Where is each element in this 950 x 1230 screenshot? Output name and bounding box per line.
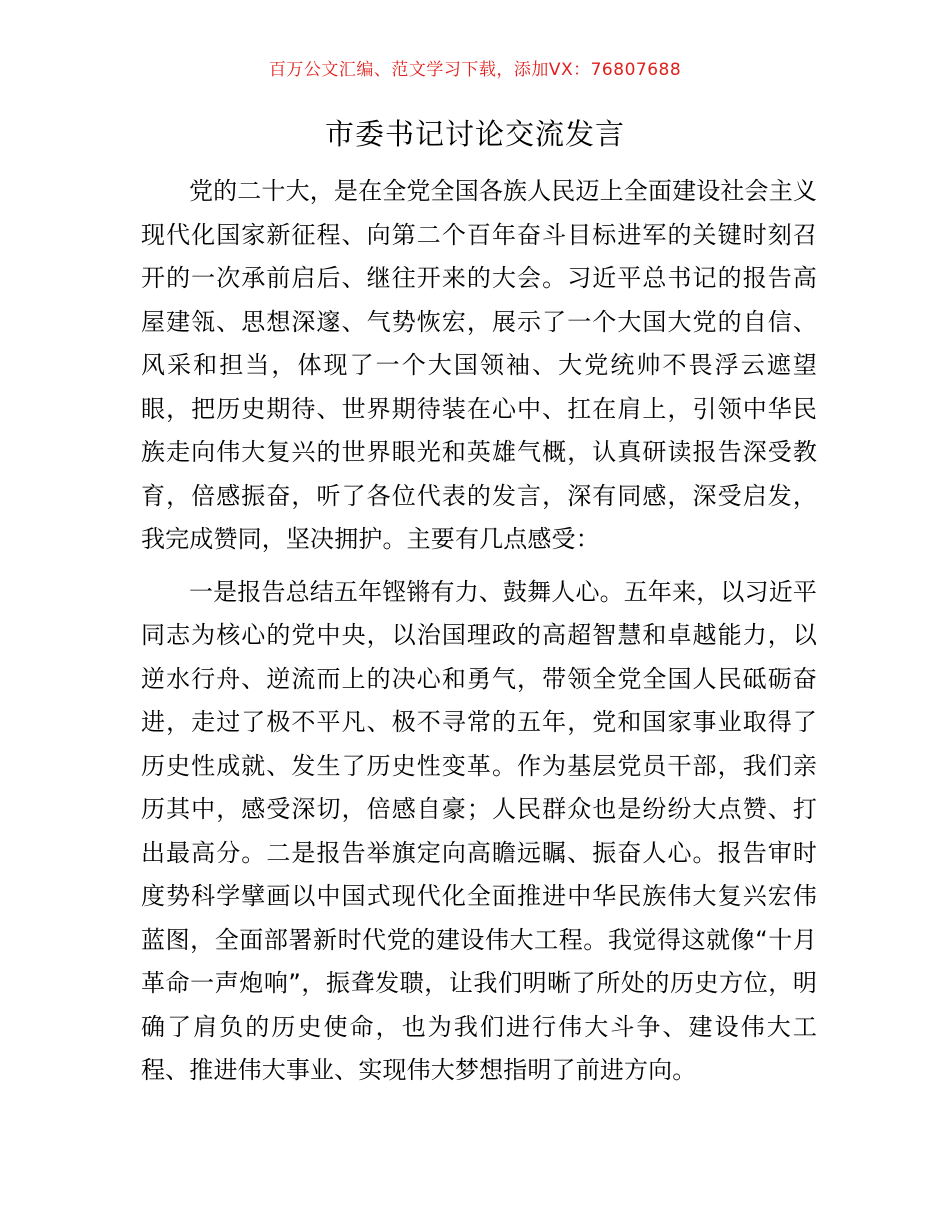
paragraph-2: 一是报告总结五年铿锵有力、鼓舞人心。五年来，以习近平同志为核心的党中央，以治国理政的高超智慧和卓越能力，以逆水行舟、逆流而上的决心和勇气，带领全党全国人民砥砺奋进，走过了极不平凡、极不寻常的五年，党和国家事业取得了历史性成就、发生了历史性变革。作为基层党员干部，我们亲历其中，感受深切，倍感自豪；人民群众也是纷纷大点赞、打出最高分。二是报告举旗定向高瞻远瞩、振奋人心。报告审时度势科学擘画以中国式现代化全面推进中华民族伟大复兴宏伟蓝图，全面部署新时代党的建设伟大工程。我觉得这就像“十月革命一声炮响”，振聋发聩，让我们明晰了所处的历史方位，明确了肩负的历史使命，也为我们进行伟大斗争、建设伟大工程、推进伟大事业、实现伟大梦想指明了前进方向。 bbox=[141, 577, 817, 1084]
header-note: 百万公文汇编、范文学习下载，添加VX：76807688 bbox=[268, 60, 682, 80]
document-title: 市委书记讨论交流发言 bbox=[324, 117, 625, 151]
paragraph-1: 党的二十大，是在全党全国各族人民迈上全面建设社会主义现代化国家新征程、向第二个百年奋斗目标进军的关键时刻召开的一次承前启后、继往开来的大会。习近平总书记的报告高屋建瓴、思想深邃、气势恢宏，展示了一个大国大党的自信、风采和担当，体现了一个大国领袖、大党统帅不畏浮云遮望眼，把历史期待、世界期待装在心中、扛在肩上，引领中华民族走向伟大复兴的世界眼光和英雄气概，认真研读报告深受教育，倍感振奋，听了各位代表的发言，深有同感，深受启发，我完成赞同，坚决拥护。主要有几点感受： bbox=[141, 177, 817, 553]
document-body bbox=[141, 170, 817, 1093]
